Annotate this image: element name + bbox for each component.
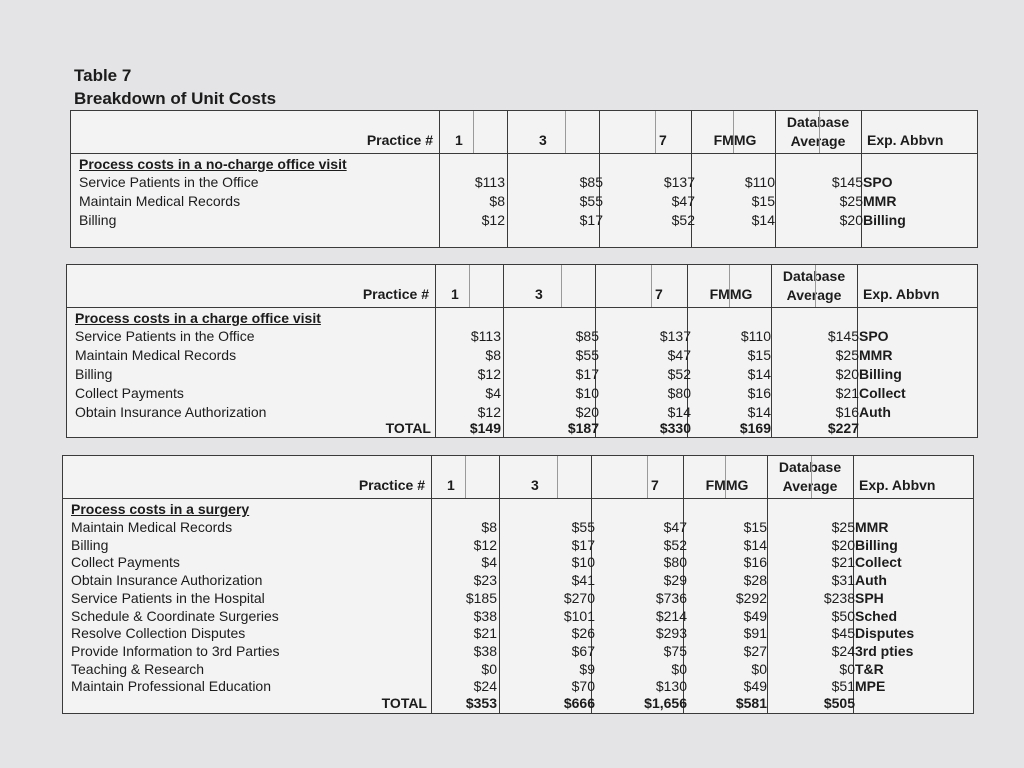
row-label: Maintain Medical Records	[75, 347, 237, 363]
column-header-3: 3	[535, 286, 543, 302]
cell-avg: $25	[831, 519, 855, 535]
total-p3: $187	[567, 420, 599, 436]
gridline	[469, 265, 470, 307]
row-label: Maintain Professional Education	[71, 678, 272, 695]
exp-abbreviation: Billing	[855, 536, 898, 553]
cell-avg: $45	[831, 625, 855, 642]
cell-p1: $24	[473, 678, 497, 695]
exp-abbreviation: Disputes	[855, 625, 915, 642]
row-label: Collect Payments	[75, 385, 184, 401]
cell-p3: $17	[571, 536, 595, 553]
cell-avg: $25	[839, 193, 863, 209]
gridline	[733, 111, 734, 153]
cell-avg: $25	[835, 347, 859, 363]
gridline	[651, 265, 652, 307]
exp-abbreviation: SPO	[859, 328, 889, 344]
column-rule	[503, 265, 504, 438]
cell-avg: $16	[835, 404, 859, 420]
cell-p1: $113	[470, 328, 501, 344]
database-average-header-line1: Database	[786, 114, 850, 130]
row-label: Service Patients in the Office	[79, 174, 259, 190]
total-p3: $666	[563, 695, 595, 711]
cell-fmmg: $110	[744, 174, 775, 190]
database-average-header-line2: Average	[790, 133, 846, 149]
cell-fmmg: $28	[743, 572, 767, 589]
cell-fmmg: $110	[740, 328, 771, 344]
exp-abbreviation: 3rd pties	[855, 642, 914, 659]
cell-p7: $80	[663, 554, 687, 571]
exp-abbreviation: T&R	[855, 660, 884, 677]
cell-fmmg: $15	[747, 347, 771, 363]
cell-p7: $29	[663, 572, 687, 589]
exp-abbreviation: Collect	[859, 385, 906, 401]
header-rule	[63, 498, 974, 499]
database-average-header-line1: Database	[778, 459, 842, 475]
cell-p7: $137	[659, 328, 691, 344]
cell-p7: $52	[671, 212, 695, 228]
column-header-fmmg: FMMG	[709, 286, 753, 302]
cell-p1: $21	[473, 625, 497, 642]
cell-p7: $47	[663, 519, 687, 535]
column-rule	[507, 111, 508, 248]
column-header-3: 3	[531, 477, 539, 493]
row-label: Obtain Insurance Authorization	[75, 404, 267, 420]
cell-p7: $47	[671, 193, 695, 209]
total-p7: $330	[659, 420, 691, 436]
total-fmmg: $169	[739, 420, 771, 436]
cell-p3: $70	[571, 678, 595, 695]
cell-p7: $130	[655, 678, 687, 695]
practice-header: Practice #	[366, 132, 433, 148]
cell-p1: $12	[481, 212, 505, 228]
total-avg: $227	[827, 420, 859, 436]
cell-p7: $214	[655, 607, 687, 624]
row-label: Service Patients in the Hospital	[71, 589, 265, 606]
row-label: Billing	[71, 536, 109, 553]
cell-fmmg: $14	[751, 212, 775, 228]
gridline	[473, 111, 474, 153]
cell-fmmg: $14	[747, 404, 771, 420]
column-header-fmmg: FMMG	[713, 132, 757, 148]
cell-p1: $38	[473, 607, 497, 624]
gridline	[647, 456, 648, 498]
cell-p1: $12	[477, 366, 501, 382]
header-rule	[71, 153, 978, 154]
header-rule	[67, 307, 978, 308]
cell-p1: $8	[481, 519, 497, 535]
exp-abbreviation: MMR	[859, 347, 893, 363]
cell-fmmg: $27	[743, 642, 767, 659]
cell-p1: $0	[481, 660, 497, 677]
cell-avg: $20	[839, 212, 863, 228]
exp-abbreviation: Billing	[859, 366, 902, 382]
cell-fmmg: $15	[751, 193, 775, 209]
cell-p3: $26	[571, 625, 595, 642]
database-average-header-line2: Average	[786, 287, 842, 303]
cell-avg: $24	[831, 642, 855, 659]
exp-abbreviation: SPO	[863, 174, 893, 190]
exp-abbreviation: Billing	[863, 212, 906, 228]
cell-p3: $85	[575, 328, 599, 344]
cell-fmmg: $0	[751, 660, 767, 677]
practice-header: Practice #	[358, 477, 425, 493]
row-label: Obtain Insurance Authorization	[71, 572, 263, 589]
cell-p7: $736	[655, 589, 687, 606]
cell-fmmg: $14	[747, 366, 771, 382]
cell-avg: $238	[823, 589, 855, 606]
gridline	[729, 265, 730, 307]
cell-p1: $38	[473, 642, 497, 659]
row-label: Collect Payments	[71, 554, 180, 571]
cell-p3: $55	[571, 519, 595, 535]
cost-table-1	[70, 110, 978, 248]
exp-abbreviation: Auth	[855, 572, 887, 589]
database-average-header-line1: Database	[782, 268, 846, 284]
page-title: Breakdown of Unit Costs	[74, 89, 277, 108]
cell-avg: $145	[827, 328, 859, 344]
gridline	[725, 456, 726, 498]
cell-p3: $41	[571, 572, 595, 589]
cell-fmmg: $49	[743, 607, 767, 624]
cell-avg: $21	[831, 554, 855, 571]
cell-p7: $75	[663, 642, 687, 659]
column-header-fmmg: FMMG	[705, 477, 749, 493]
cell-p7: $14	[667, 404, 691, 420]
cell-avg: $145	[831, 174, 863, 190]
exp-abbreviation: MMR	[855, 519, 889, 535]
section-heading: Process costs in a surgery	[71, 501, 250, 517]
exp-abbreviation: Auth	[859, 404, 891, 420]
gridline	[815, 265, 816, 307]
cost-table-3	[62, 455, 974, 714]
exp-abbvn-header: Exp. Abbvn	[863, 286, 940, 302]
gridline	[465, 456, 466, 498]
row-label: Schedule & Coordinate Surgeries	[71, 607, 279, 624]
column-rule	[499, 456, 500, 714]
column-header-7: 7	[651, 477, 659, 493]
exp-abbreviation: MMR	[863, 193, 897, 209]
cell-p7: $52	[667, 366, 691, 382]
column-header-7: 7	[659, 132, 667, 148]
row-label: Maintain Medical Records	[79, 193, 241, 209]
column-header-1: 1	[455, 132, 463, 148]
cell-fmmg: $292	[735, 589, 767, 606]
cell-p3: $270	[563, 589, 595, 606]
cell-p3: $17	[579, 212, 603, 228]
cell-p7: $47	[667, 347, 691, 363]
cell-avg: $31	[831, 572, 855, 589]
exp-abbreviation: MPE	[855, 678, 886, 695]
practice-header: Practice #	[362, 286, 429, 302]
cell-p1: $8	[485, 347, 501, 363]
cell-avg: $21	[835, 385, 859, 401]
cell-fmmg: $15	[743, 519, 767, 535]
cell-p3: $101	[563, 607, 595, 624]
cell-fmmg: $14	[743, 536, 767, 553]
total-avg: $505	[823, 695, 855, 711]
total-label: TOTAL	[385, 420, 431, 436]
gridline	[557, 456, 558, 498]
cell-fmmg: $91	[743, 625, 767, 642]
total-label: TOTAL	[381, 695, 427, 711]
cell-p3: $85	[579, 174, 603, 190]
gridline	[655, 111, 656, 153]
cell-p7: $293	[655, 625, 687, 642]
total-p7: $1,656	[644, 695, 687, 711]
section-heading: Process costs in a charge office visit	[75, 310, 321, 326]
cell-p7: $137	[663, 174, 695, 190]
cell-fmmg: $49	[743, 678, 767, 695]
exp-abbreviation: SPH	[855, 589, 884, 606]
cell-p3: $10	[571, 554, 595, 571]
cell-p1: $4	[481, 554, 497, 571]
cell-p3: $17	[575, 366, 599, 382]
cell-avg: $51	[831, 678, 855, 695]
exp-abbvn-header: Exp. Abbvn	[867, 132, 944, 148]
gridline	[819, 111, 820, 153]
column-header-7: 7	[655, 286, 663, 302]
row-label: Billing	[79, 212, 117, 228]
row-label: Billing	[75, 366, 113, 382]
cell-p1: $113	[474, 174, 505, 190]
cell-avg: $0	[839, 660, 855, 677]
database-average-header-line2: Average	[782, 478, 838, 494]
cell-p7: $52	[663, 536, 687, 553]
row-label: Resolve Collection Disputes	[71, 625, 246, 642]
cell-p3: $55	[579, 193, 603, 209]
row-label: Teaching & Research	[71, 660, 205, 677]
cell-p1: $4	[485, 385, 501, 401]
gridline	[561, 265, 562, 307]
cell-p1: $185	[465, 589, 497, 606]
cell-fmmg: $16	[743, 554, 767, 571]
table-label: Table 7	[74, 66, 132, 85]
cell-p7: $0	[671, 660, 687, 677]
cell-p3: $9	[579, 660, 595, 677]
total-fmmg: $581	[735, 695, 767, 711]
cost-table-2	[66, 264, 978, 438]
cell-p7: $80	[667, 385, 691, 401]
cell-p1: $12	[477, 404, 501, 420]
cell-p1: $23	[473, 572, 497, 589]
row-label: Provide Information to 3rd Parties	[71, 642, 280, 659]
cell-p3: $10	[575, 385, 599, 401]
row-label: Service Patients in the Office	[75, 328, 255, 344]
column-header-1: 1	[451, 286, 459, 302]
total-p1: $353	[465, 695, 497, 711]
cell-p3: $67	[571, 642, 595, 659]
gridline	[565, 111, 566, 153]
cell-p1: $12	[473, 536, 497, 553]
exp-abbvn-header: Exp. Abbvn	[859, 477, 936, 493]
column-header-3: 3	[539, 132, 547, 148]
exp-abbreviation: Sched	[855, 607, 898, 624]
cell-fmmg: $16	[747, 385, 771, 401]
section-heading: Process costs in a no-charge office visit	[79, 156, 347, 172]
cell-p3: $20	[575, 404, 599, 420]
gridline	[811, 456, 812, 498]
cell-avg: $20	[831, 536, 855, 553]
total-p1: $149	[469, 420, 501, 436]
cell-avg: $20	[835, 366, 859, 382]
cell-p1: $8	[489, 193, 505, 209]
cell-p3: $55	[575, 347, 599, 363]
exp-abbreviation: Collect	[855, 554, 902, 571]
cell-avg: $50	[831, 607, 855, 624]
column-header-1: 1	[447, 477, 455, 493]
row-label: Maintain Medical Records	[71, 519, 233, 535]
